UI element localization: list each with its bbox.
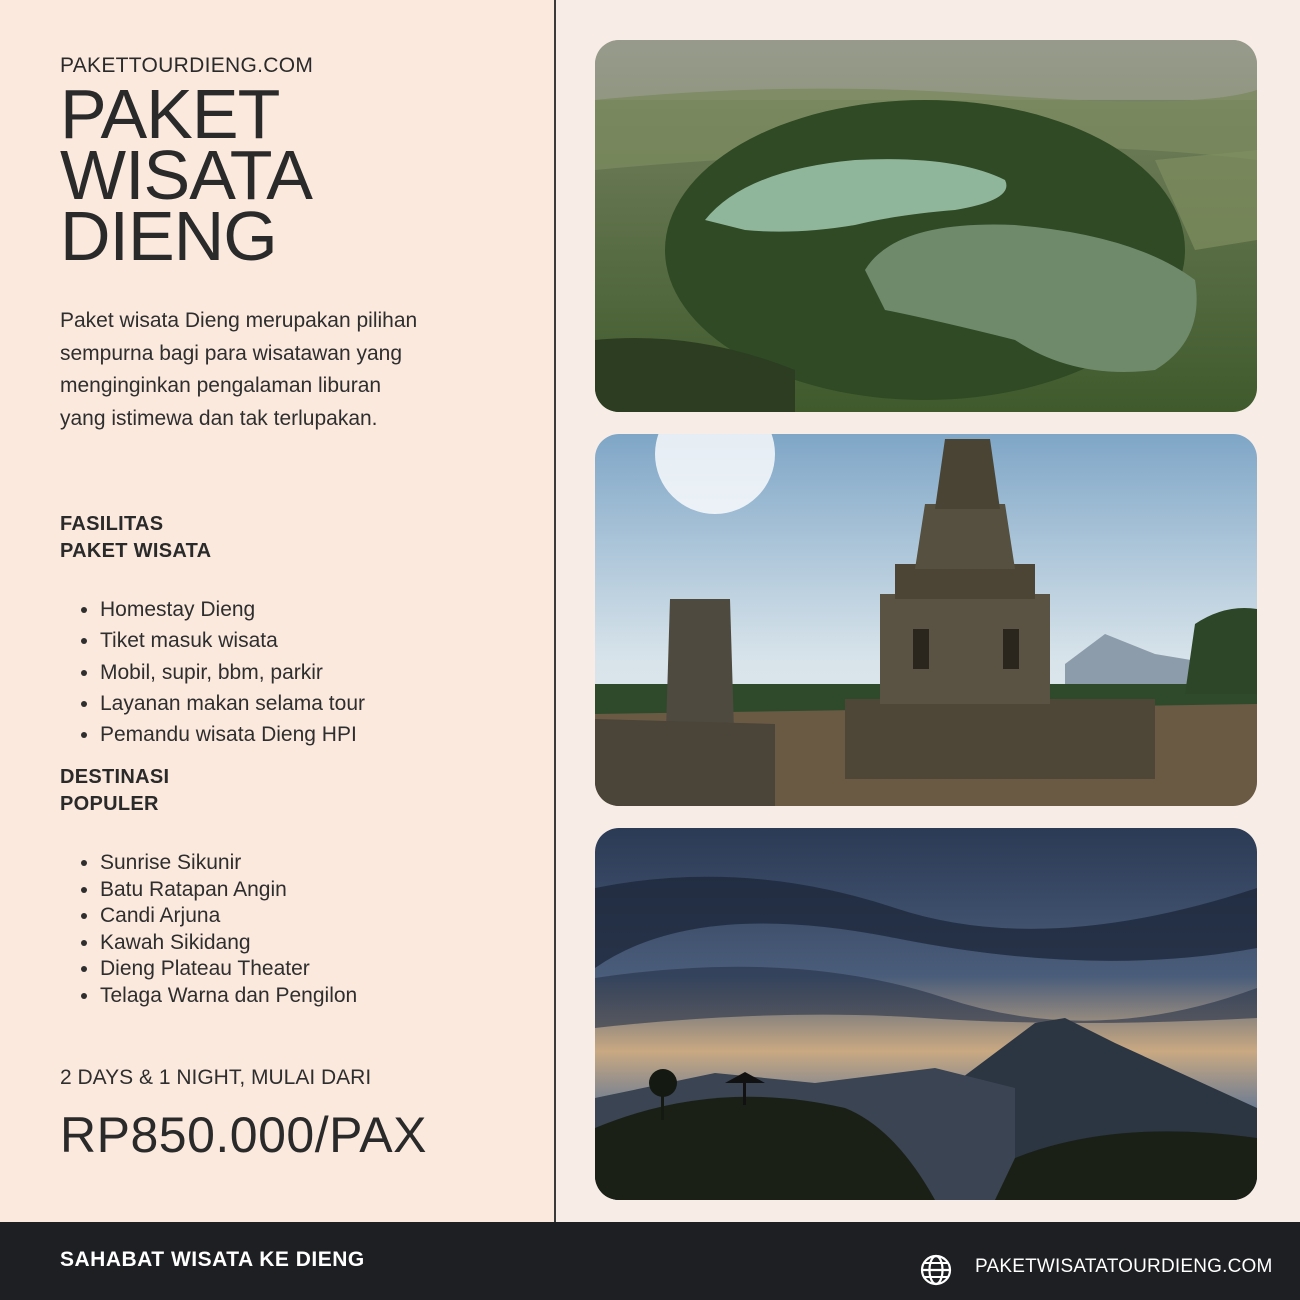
photo-sunrise-mountain (595, 828, 1257, 1200)
facilities-heading (60, 511, 211, 565)
price-text: RP850.000/PAX (60, 1107, 427, 1163)
list-item: • Telaga Warna dan Pengilon (100, 983, 360, 1010)
photo-temple (595, 434, 1257, 806)
list-item: • Batu Ratapan Angin (100, 877, 360, 904)
globe-icon (920, 1254, 952, 1286)
list-item: • Tiket masuk wisata (100, 625, 480, 656)
footer-website-link[interactable]: PAKETWISATATOURDIENG.COM (975, 1256, 1273, 1277)
list-item: • Candi Arjuna (100, 903, 360, 930)
heading-line: POPULER (60, 793, 159, 815)
destinations-heading (60, 764, 169, 818)
list-item: • Layanan makan selama tour (100, 688, 480, 719)
list-item: • Sunrise Sikunir (100, 850, 360, 877)
list-item: • Mobil, supir, bbm, parkir (100, 657, 480, 688)
heading-line: FASILITAS (60, 513, 164, 535)
title-line: PAKET (60, 75, 280, 153)
destinations-list (60, 850, 360, 1010)
list-item: • Homestay Dieng (100, 594, 480, 625)
list-item: • Pemandu wisata Dieng HPI (100, 719, 480, 750)
list-item: • Dieng Plateau Theater (100, 956, 360, 983)
intro-text: Paket wisata Dieng merupakan pilihan sempurna bagi para wisatawan yang menginginkan pengalaman liburan yang istimewa dan tak terlupakan. (60, 309, 418, 430)
page-title (60, 75, 312, 275)
heading-line: PAKET WISATA (60, 540, 212, 562)
facilities-list (60, 594, 480, 750)
footer-tagline: SAHABAT WISATA KE DIENG (60, 1248, 365, 1271)
site-url-top[interactable]: PAKETTOURDIENG.COM (60, 54, 314, 77)
duration-text: 2 DAYS & 1 NIGHT, MULAI DARI (60, 1066, 372, 1089)
photo-aerial-lakes (595, 40, 1257, 412)
list-item: • Kawah Sikidang (100, 930, 360, 957)
heading-line: DESTINASI (60, 766, 170, 788)
title-line: WISATA (60, 136, 312, 214)
title-line: DIENG (60, 197, 277, 275)
panel-divider (554, 0, 556, 1222)
